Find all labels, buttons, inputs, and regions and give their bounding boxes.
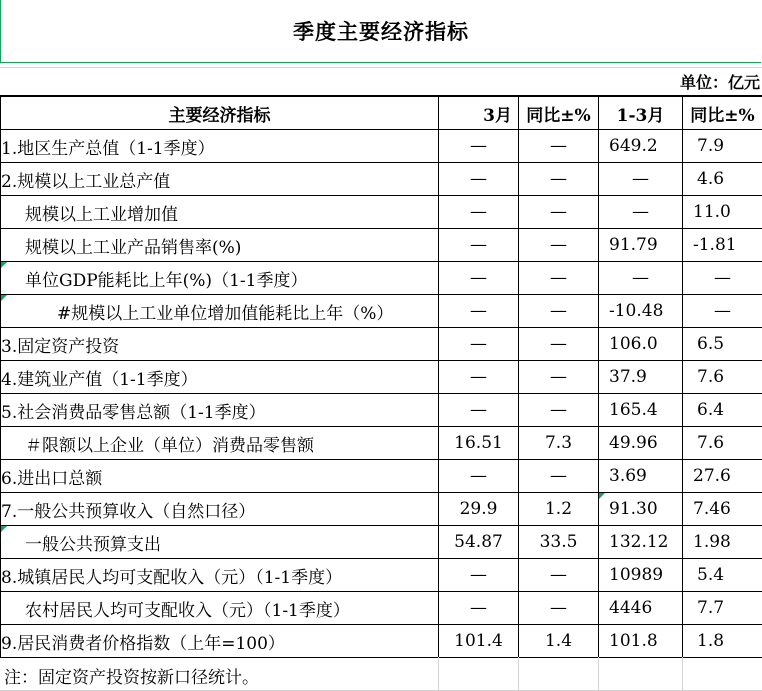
march-yoy-cell[interactable]: — xyxy=(519,196,599,229)
indicator-name-cell[interactable]: 2.规模以上工业总产值 xyxy=(1,163,439,196)
march-yoy-cell[interactable]: 1.2 xyxy=(519,493,599,526)
march-yoy-cell[interactable]: — xyxy=(519,130,599,163)
table-row xyxy=(1,196,762,229)
march-value-cell[interactable]: 16.51 xyxy=(439,427,519,460)
table-row xyxy=(1,163,762,196)
header-row xyxy=(1,96,762,130)
q1-value-cell[interactable]: 165.4 xyxy=(599,394,683,427)
q1-value-cell[interactable]: 101.8 xyxy=(599,625,683,658)
unit-label: 单位：亿元 xyxy=(680,70,762,93)
march-yoy-cell[interactable]: 7.3 xyxy=(519,427,599,460)
q1-value-cell[interactable]: — xyxy=(599,196,683,229)
q1-yoy-cell[interactable]: -1.81 xyxy=(683,229,762,262)
indicator-name-cell[interactable]: 8.城镇居民人均可支配收入（元）（1-1季度） xyxy=(1,559,439,592)
q1-yoy-cell[interactable]: 6.5 xyxy=(683,328,762,361)
march-yoy-cell[interactable]: — xyxy=(519,460,599,493)
q1-yoy-cell[interactable]: 1.98 xyxy=(683,526,762,559)
indicator-name-cell[interactable]: 7.一般公共预算收入（自然口径） xyxy=(1,493,439,526)
q1-value-cell[interactable]: -10.48 xyxy=(599,295,683,328)
table-row xyxy=(1,262,762,295)
march-value-cell[interactable]: — xyxy=(439,361,519,394)
march-value-cell[interactable]: — xyxy=(439,460,519,493)
q1-value-cell[interactable]: 106.0 xyxy=(599,328,683,361)
march-value-cell[interactable]: 101.4 xyxy=(439,625,519,658)
march-value-cell[interactable]: — xyxy=(439,592,519,625)
header-q1[interactable]: 1-3月 xyxy=(599,96,683,130)
march-yoy-cell[interactable]: 33.5 xyxy=(519,526,599,559)
q1-value-cell[interactable]: — xyxy=(599,163,683,196)
march-value-cell[interactable]: 54.87 xyxy=(439,526,519,559)
gridline xyxy=(438,657,439,690)
indicator-name-cell[interactable]: 9.居民消费者价格指数（上年=100） xyxy=(1,625,439,658)
march-value-cell[interactable]: — xyxy=(439,196,519,229)
q1-yoy-cell[interactable]: 7.7 xyxy=(683,592,762,625)
gridline xyxy=(598,657,599,690)
q1-yoy-cell[interactable]: 7.6 xyxy=(683,361,762,394)
header-indicator[interactable]: 主要经济指标 xyxy=(1,96,439,130)
q1-yoy-cell[interactable]: 6.4 xyxy=(683,394,762,427)
header-yoy-q1[interactable]: 同比±% xyxy=(683,96,762,130)
unit-cell[interactable] xyxy=(0,68,762,95)
table-row xyxy=(1,493,762,526)
march-yoy-cell[interactable]: — xyxy=(519,361,599,394)
march-yoy-cell[interactable]: — xyxy=(519,163,599,196)
march-yoy-cell[interactable]: — xyxy=(519,328,599,361)
indicator-name-cell[interactable]: 农村居民人均可支配收入（元）（1-1季度） xyxy=(1,592,439,625)
q1-yoy-cell[interactable]: 7.46 xyxy=(683,493,762,526)
table-row xyxy=(1,427,762,460)
q1-yoy-cell[interactable]: 7.6 xyxy=(683,427,762,460)
indicator-name-cell[interactable]: 6.进出口总额 xyxy=(1,460,439,493)
q1-value-cell[interactable]: 49.96 xyxy=(599,427,683,460)
q1-value-cell[interactable]: 37.9 xyxy=(599,361,683,394)
q1-value-cell[interactable]: — xyxy=(599,262,683,295)
q1-yoy-cell[interactable]: — xyxy=(683,295,762,328)
table-row xyxy=(1,526,762,559)
indicator-name-cell[interactable]: 3.固定资产投资 xyxy=(1,328,439,361)
header-yoy-march[interactable]: 同比±% xyxy=(519,96,599,130)
q1-yoy-cell[interactable]: 27.6 xyxy=(683,460,762,493)
q1-yoy-cell[interactable]: — xyxy=(683,262,762,295)
march-yoy-cell[interactable]: — xyxy=(519,295,599,328)
title-cell[interactable] xyxy=(0,0,761,63)
indicator-table xyxy=(0,95,762,658)
header-march[interactable]: 3月 xyxy=(439,96,519,130)
march-value-cell[interactable]: 29.9 xyxy=(439,493,519,526)
indicator-name-cell[interactable]: 5.社会消费品零售总额（1-1季度） xyxy=(1,394,439,427)
march-value-cell[interactable]: — xyxy=(439,328,519,361)
march-value-cell[interactable]: — xyxy=(439,163,519,196)
q1-value-cell[interactable]: 10989 xyxy=(599,559,683,592)
march-value-cell[interactable]: — xyxy=(439,394,519,427)
page-title: 季度主要经济指标 xyxy=(293,16,469,46)
march-value-cell[interactable]: — xyxy=(439,559,519,592)
table-row xyxy=(1,559,762,592)
march-yoy-cell[interactable]: — xyxy=(519,592,599,625)
gridline xyxy=(518,657,519,690)
q1-value-cell[interactable]: 91.79 xyxy=(599,229,683,262)
table-row xyxy=(1,328,762,361)
q1-value-cell[interactable]: 3.69 xyxy=(599,460,683,493)
indicator-name-cell[interactable]: 规模以上工业增加值 xyxy=(1,196,439,229)
table-row xyxy=(1,130,762,163)
table-row xyxy=(1,394,762,427)
march-value-cell[interactable]: — xyxy=(439,229,519,262)
table-row xyxy=(1,229,762,262)
q1-value-cell[interactable]: 132.12 xyxy=(599,526,683,559)
q1-value-cell[interactable]: 4446 xyxy=(599,592,683,625)
march-yoy-cell[interactable]: — xyxy=(519,262,599,295)
indicator-name-cell[interactable]: 1.地区生产总值（1-1季度） xyxy=(1,130,439,163)
march-yoy-cell[interactable]: — xyxy=(519,559,599,592)
table-row xyxy=(1,625,762,658)
table-row xyxy=(1,592,762,625)
march-yoy-cell[interactable]: — xyxy=(519,229,599,262)
indicator-name-cell[interactable]: 一般公共预算支出 xyxy=(1,526,439,559)
q1-yoy-cell[interactable]: 4.6 xyxy=(683,163,762,196)
march-yoy-cell[interactable]: 1.4 xyxy=(519,625,599,658)
footnote: 注：固定资产投资按新口径统计。 xyxy=(4,663,259,688)
q1-yoy-cell[interactable]: 5.4 xyxy=(683,559,762,592)
q1-value-cell[interactable]: 649.2 xyxy=(599,130,683,163)
indicator-name-cell[interactable]: 单位GDP能耗比上年(%)（1-1季度） xyxy=(1,262,439,295)
q1-value-cell[interactable]: 91.30 xyxy=(599,493,683,526)
indicator-name-cell[interactable]: 4.建筑业产值（1-1季度） xyxy=(1,361,439,394)
q1-yoy-cell[interactable]: 7.9 xyxy=(683,130,762,163)
march-yoy-cell[interactable]: — xyxy=(519,394,599,427)
q1-yoy-cell[interactable]: 11.0 xyxy=(683,196,762,229)
march-value-cell[interactable]: — xyxy=(439,130,519,163)
table-row xyxy=(1,361,762,394)
indicator-name-cell[interactable]: 规模以上工业产品销售率(%) xyxy=(1,229,439,262)
q1-yoy-cell[interactable]: 1.8 xyxy=(683,625,762,658)
table-row xyxy=(1,460,762,493)
march-value-cell[interactable]: — xyxy=(439,295,519,328)
table-row xyxy=(1,295,762,328)
indicator-name-cell[interactable]: ＃限额以上企业（单位）消费品零售额 xyxy=(1,427,439,460)
march-value-cell[interactable]: — xyxy=(439,262,519,295)
gridline xyxy=(682,657,683,690)
indicator-name-cell[interactable]: #规模以上工业单位增加值能耗比上年（%） xyxy=(1,295,439,328)
note-row[interactable] xyxy=(0,657,762,691)
